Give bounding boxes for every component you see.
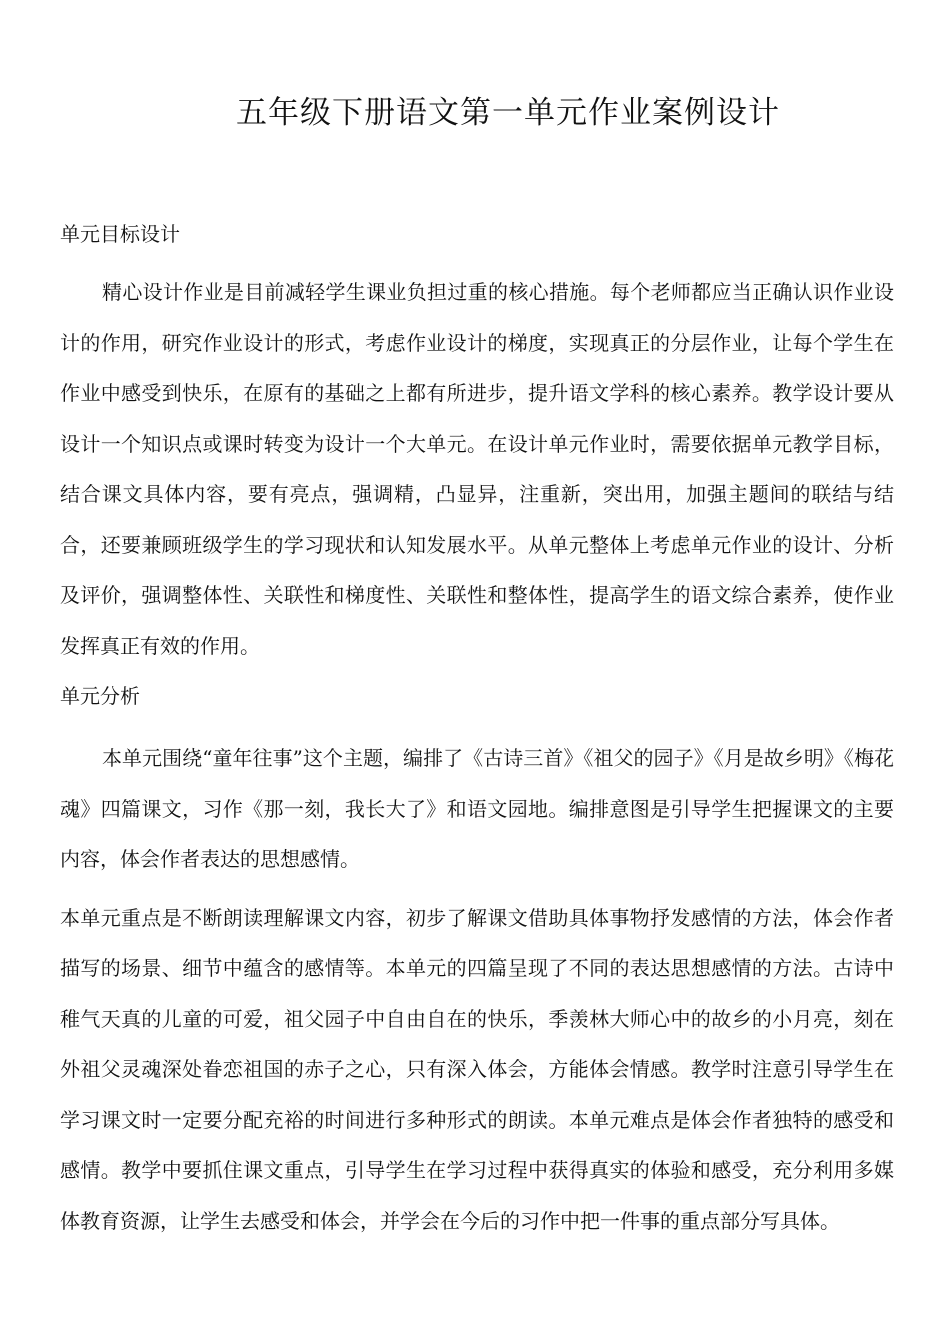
paragraph-unit-analysis-intro: 本单元围绕“童年往事”这个主题，编排了《古诗三首》《祖父的园子》《月是故乡明》《梅花魂》四篇课文，习作《那一刻，我长大了》和语文园地。编排意图是引导学生把握课文的主要内容，体会作者表达的思想感情。 — [60, 746, 894, 871]
paragraph-unit-analysis-focus: 本单元重点是不断朗读理解课文内容，初步了解课文借助具体事物抒发感情的方法，体会作者描写的场景、细节中蕴含的感情等。本单元的四篇呈现了不同的表达思想感情的方法。古诗中稚气天真的儿童的可爱，祖父园子中自由自在的快乐，季羡林大师心中的故乡的小月亮，刻在外祖父灵魂深处眷恋祖国的赤子之心，只有深入体会，方能体会情感。教学时注意引导学生在学习课文时一定要分配充裕的时间进行多种形式的朗读。本单元难点是体会作者独特的感受和感情。教学中要抓住课文重点，引导学生在学习过程中获得真实的体验和感受，充分利用多媒体教育资源，让学生去感受和体会，并学会在今后的习作中把一件事的重点部分写具体。 — [60, 905, 894, 1233]
section-heading-unit-analysis: 单元分析 — [60, 684, 140, 708]
section-heading-unit-goals: 单元目标设计 — [60, 222, 180, 246]
document-title: 五年级下册语文第一单元作业案例设计 — [236, 95, 780, 131]
paragraph-unit-goals: 精心设计作业是目前减轻学生课业负担过重的核心措施。每个老师都应当正确认识作业设计的作用，研究作业设计的形式，考虑作业设计的梯度，实现真正的分层作业，让每个学生在作业中感受到快乐，在原有的基础之上都有所进步，提升语文学科的核心素养。教学设计要从设计一个知识点或课时转变为设计一个大单元。在设计单元作业时，需要依据单元教学目标，结合课文具体内容，要有亮点，强调精，凸显异，注重新，突出用，加强主题间的联结与结合，还要兼顾班级学生的学习现状和认知发展水平。从单元整体上考虑单元作业的设计、分析及评价，强调整体性、关联性和梯度性、关联性和整体性，提高学生的语文综合素养，使作业发挥真正有效的作用。 — [60, 280, 894, 658]
document-body — [60, 214, 894, 1246]
